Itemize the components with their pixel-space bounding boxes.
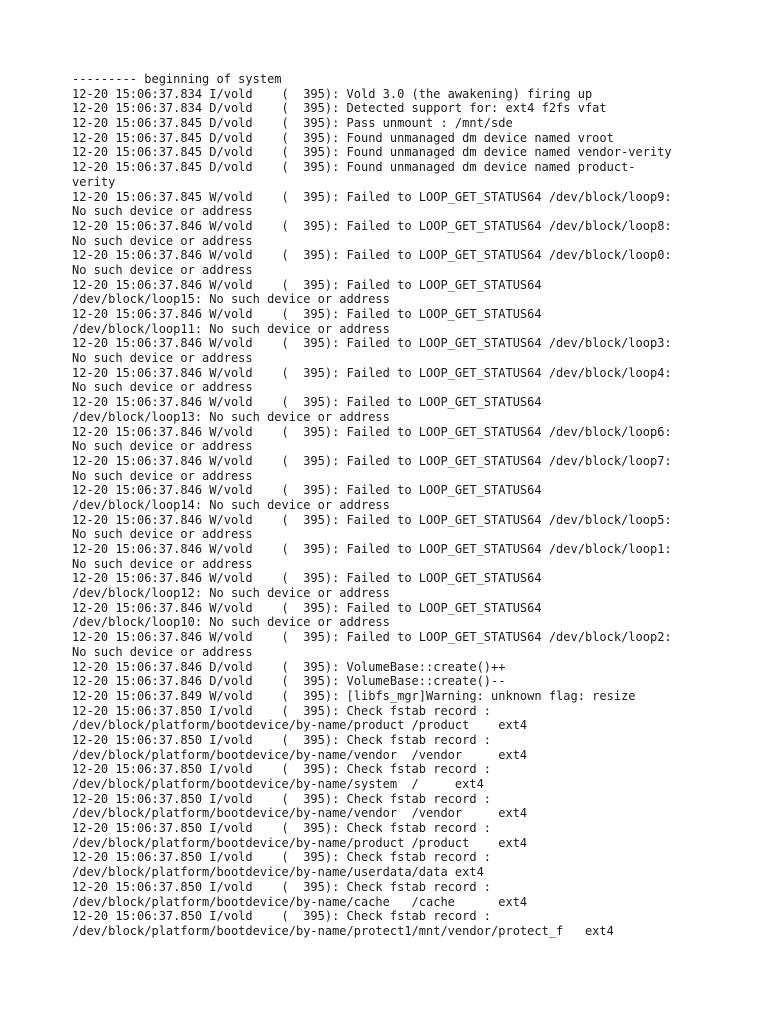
log-line: /dev/block/loop15: No such device or address xyxy=(72,292,390,307)
log-line: 12-20 15:06:37.846 W/vold ( 395): Failed to LOOP_GET_STATUS64 xyxy=(72,571,542,586)
log-line: 12-20 15:06:37.846 W/vold ( 395): Failed to LOOP_GET_STATUS64 /dev/block/loop7: xyxy=(72,453,672,468)
log-line: /dev/block/loop11: No such device or address xyxy=(72,321,390,336)
log-line: 12-20 15:06:37.846 D/vold ( 395): VolumeBase::create()++ xyxy=(72,659,506,674)
log-line: verity xyxy=(72,174,116,189)
log-line: No such device or address xyxy=(72,380,253,395)
log-line: /dev/block/platform/bootdevice/by-name/userdata/data ext4 xyxy=(72,865,484,880)
log-line: /dev/block/loop10: No such device or address xyxy=(72,615,390,630)
log-line: 12-20 15:06:37.846 W/vold ( 395): Failed to LOOP_GET_STATUS64 /dev/block/loop2: xyxy=(72,630,672,645)
log-line: /dev/block/loop13: No such device or address xyxy=(72,409,390,424)
log-line: 12-20 15:06:37.846 W/vold ( 395): Failed to LOOP_GET_STATUS64 xyxy=(72,277,542,292)
log-line: No such device or address xyxy=(72,233,253,248)
log-line: /dev/block/platform/bootdevice/by-name/cache /cache ext4 xyxy=(72,894,528,909)
log-line: /dev/block/platform/bootdevice/by-name/vendor /vendor ext4 xyxy=(72,806,528,821)
log-line: 12-20 15:06:37.850 I/vold ( 395): Check fstab record : xyxy=(72,909,492,924)
log-line: 12-20 15:06:37.846 D/vold ( 395): VolumeBase::create()-- xyxy=(72,674,506,689)
log-line: 12-20 15:06:37.850 I/vold ( 395): Check fstab record : xyxy=(72,879,492,894)
log-line: No such device or address xyxy=(72,556,253,571)
log-line: 12-20 15:06:37.845 D/vold ( 395): Found unmanaged dm device named vendor-verity xyxy=(72,145,672,160)
log-line: 12-20 15:06:37.850 I/vold ( 395): Check fstab record : xyxy=(72,821,492,836)
log-line: 12-20 15:06:37.846 W/vold ( 395): Failed to LOOP_GET_STATUS64 xyxy=(72,307,542,321)
log-line: No such device or address xyxy=(72,204,253,219)
log-line: 12-20 15:06:37.846 W/vold ( 395): Failed to LOOP_GET_STATUS64 /dev/block/loop4: xyxy=(72,365,672,380)
log-line: 12-20 15:06:37.846 W/vold ( 395): Failed to LOOP_GET_STATUS64 /dev/block/loop1: xyxy=(72,542,672,556)
log-line: 12-20 15:06:37.846 W/vold ( 395): Failed to LOOP_GET_STATUS64 /dev/block/loop3: xyxy=(72,336,672,351)
log-line: 12-20 15:06:37.846 W/vold ( 395): Failed to LOOP_GET_STATUS64 /dev/block/loop8: xyxy=(72,218,672,233)
log-line: No such device or address xyxy=(72,468,253,483)
log-line: No such device or address xyxy=(72,351,253,366)
log-line: 12-20 15:06:37.845 W/vold ( 395): Failed to LOOP_GET_STATUS64 /dev/block/loop9: xyxy=(72,189,672,204)
log-line: 12-20 15:06:37.846 W/vold ( 395): Failed to LOOP_GET_STATUS64 /dev/block/loop5: xyxy=(72,512,672,527)
log-line: 12-20 15:06:37.846 W/vold ( 395): Failed to LOOP_GET_STATUS64 xyxy=(72,395,542,410)
log-line: 12-20 15:06:37.834 I/vold ( 395): Vold 3.0 (the awakening) firing up xyxy=(72,86,593,101)
log-line: /dev/block/loop12: No such device or address xyxy=(72,586,390,601)
log-line: 12-20 15:06:37.834 D/vold ( 395): Detected support for: ext4 f2fs vfat xyxy=(72,101,607,116)
log-line: /dev/block/platform/bootdevice/by-name/protect1/mnt/vendor/protect_f ext4 xyxy=(72,923,614,938)
log-line: 12-20 15:06:37.850 I/vold ( 395): Check fstab record : xyxy=(72,732,492,747)
log-line: No such device or address xyxy=(72,644,253,659)
log-line: 12-20 15:06:37.850 I/vold ( 395): Check fstab record : xyxy=(72,850,492,865)
log-line: /dev/block/platform/bootdevice/by-name/vendor /vendor ext4 xyxy=(72,747,528,762)
log-line: /dev/block/platform/bootdevice/by-name/product /product ext4 xyxy=(72,718,528,733)
log-line: 12-20 15:06:37.850 I/vold ( 395): Check fstab record : xyxy=(72,762,492,777)
log-line: /dev/block/platform/bootdevice/by-name/product /product ext4 xyxy=(72,835,528,850)
log-line: --------- beginning of system xyxy=(72,72,282,86)
log-line: No such device or address xyxy=(72,439,253,454)
log-line: 12-20 15:06:37.845 D/vold ( 395): Pass unmount : /mnt/sde xyxy=(72,116,513,131)
log-line: 12-20 15:06:37.846 W/vold ( 395): Failed to LOOP_GET_STATUS64 /dev/block/loop0: xyxy=(72,248,672,263)
log-line: /dev/block/loop14: No such device or address xyxy=(72,497,390,512)
log-line: No such device or address xyxy=(72,527,253,542)
log-line: 12-20 15:06:37.845 D/vold ( 395): Found unmanaged dm device named vroot xyxy=(72,130,614,145)
log-line: 12-20 15:06:37.846 W/vold ( 395): Failed to LOOP_GET_STATUS64 /dev/block/loop6: xyxy=(72,424,672,439)
log-line: 12-20 15:06:37.850 I/vold ( 395): Check fstab record : xyxy=(72,703,492,718)
log-line xyxy=(72,939,712,954)
log-line: 12-20 15:06:37.850 I/vold ( 395): Check fstab record : xyxy=(72,791,492,806)
log-line: 12-20 15:06:37.846 W/vold ( 395): Failed to LOOP_GET_STATUS64 xyxy=(72,483,542,498)
log-document xyxy=(72,72,712,953)
log-line: 12-20 15:06:37.845 D/vold ( 395): Found unmanaged dm device named product- xyxy=(72,160,636,175)
log-line: No such device or address xyxy=(72,262,253,277)
log-line: 12-20 15:06:37.846 W/vold ( 395): Failed to LOOP_GET_STATUS64 xyxy=(72,600,542,615)
log-line: /dev/block/platform/bootdevice/by-name/system / ext4 xyxy=(72,777,484,791)
log-line: 12-20 15:06:37.849 W/vold ( 395): [libfs_mgr]Warning: unknown flag: resize xyxy=(72,688,636,703)
